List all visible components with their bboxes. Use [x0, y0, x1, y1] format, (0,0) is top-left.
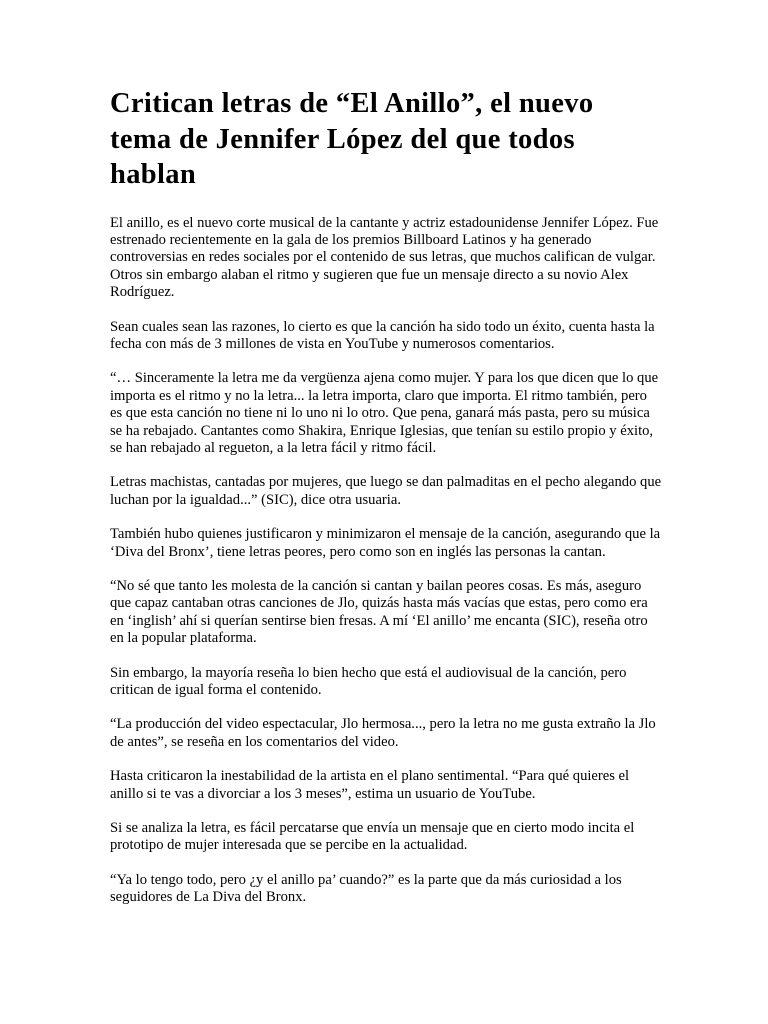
- paragraph-audiovisual: Sin embargo, la mayoría reseña lo bien hecho que está el audiovisual de la canción, pero critican de igual forma el contenido.: [110, 664, 627, 699]
- document-page: [110, 86, 662, 924]
- paragraph-quote-machistas: Letras machistas, cantadas por mujeres, que luego se dan palmaditas en el pecho alegando que luchan por la igualdad...” (SIC), dice otra usuaria.: [110, 474, 662, 508]
- paragraph-sentimental: Hasta criticaron la inestabilidad de la artista en el plano sentimental. “Para qué quieres el anillo si te vas a divorciar a los 3 meses”, estima un usuario de YouTube.: [110, 768, 630, 802]
- paragraph-quote-video: “La producción del video espectacular, Jlo hermosa..., pero la letra no me gusta extraño la Jlo de antes”, se reseña en los comentarios del video.: [110, 716, 656, 750]
- paragraph-analysis: Si se analiza la letra, es fácil percatarse que envía un mensaje que en cierto modo incita el prototipo de mujer interesada que se percibe en la actualidad.: [110, 820, 635, 854]
- article-body: [110, 215, 662, 907]
- paragraph-justification: También hubo quienes justificaron y minimizaron el mensaje de la canción, asegurando que la ‘Diva del Bronx’, tiene letras peores, pero como son en inglés las personas la cantan.: [110, 526, 661, 560]
- paragraph-quote-defense: “No sé que tanto les molesta de la canción si cantan y bailan peores cosas. Es más, aseguro que capaz cantaban otras canciones de Jlo, quizás hasta más vacías que estas, pero como era en ‘inglish’ ahí si querían sentirse bien fresas. A mí ‘El anillo’ me encanta (SIC), reseña otro en la popular plataforma.: [110, 578, 648, 647]
- paragraph-success: Sean cuales sean las razones, lo cierto es que la canción ha sido todo un éxito, cuenta hasta la fecha con más de 3 millones de vista en YouTube y numerosos comentarios.: [110, 318, 655, 352]
- paragraph-quote-criticism: “… Sinceramente la letra me da vergüenza ajena como mujer. Y para los que dicen que lo que importa es el ritmo y no la letra... la letra importa, claro que importa. El ritmo también, pero es que esta canción no tiene ni lo uno ni lo otro. Que pena, ganará más pasta, pero su música se ha rebajado. Cantantes como Shakira, Enrique Iglesias, que tenían su estilo propio y éxito, se han rebajado al regueton, a la letra fácil y ritmo fácil.: [110, 370, 659, 456]
- article-title: Critican letras de “El Anillo”, el nuevo tema de Jennifer López del que todos hablan: [110, 88, 594, 190]
- paragraph-quote-lyric: “Ya lo tengo todo, pero ¿y el anillo pa’ cuando?” es la parte que da más curiosidad a los seguidores de La Diva del Bronx.: [110, 871, 622, 906]
- paragraph-intro: El anillo, es el nuevo corte musical de la cantante y actriz estadounidense Jennifer López. Fue estrenado recientemente en la gala de los premios Billboard Latinos y ha generado controversias en redes sociales por el contenido de sus letras, que muchos califican de vulgar. Otros sin embargo alaban el ritmo y sugieren que fue un mensaje directo a su novio Alex Rodríguez.: [110, 214, 659, 301]
